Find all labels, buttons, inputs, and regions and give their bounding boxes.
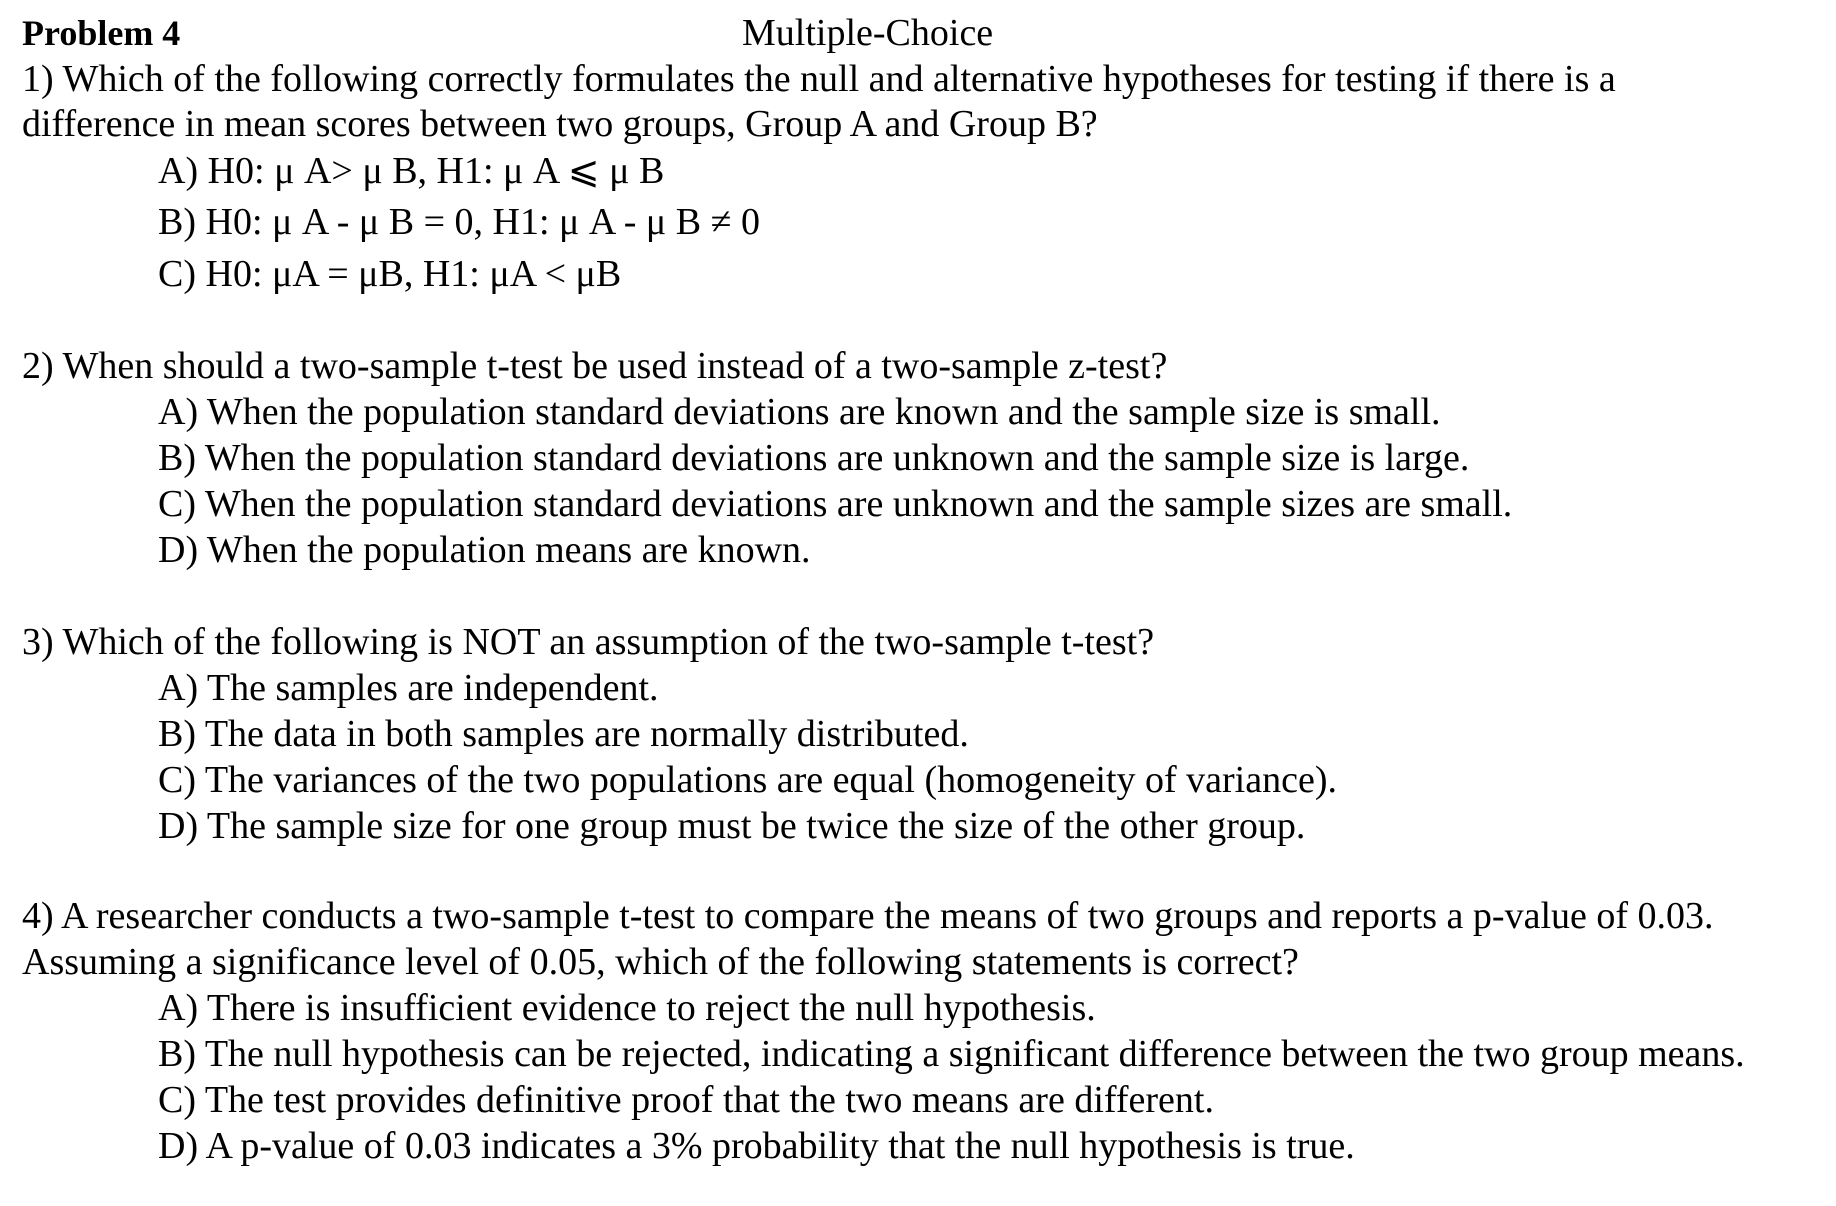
question-2-stem-line-1: 2) When should a two-sample t-test be used instead of a two-sample z-test? <box>22 345 1168 387</box>
problem-title: Problem 4 <box>22 13 181 53</box>
question-3-option-c: C) The variances of the two populations are equal (homogeneity of variance). <box>158 759 1337 801</box>
question-2-option-d: D) When the population means are known. <box>158 529 811 571</box>
question-1-option-b: B) H0: μ A - μ B = 0, H1: μ A - μ B ≠ 0 <box>158 201 760 243</box>
question-2-option-c: C) When the population standard deviations are unknown and the sample sizes are small. <box>158 483 1513 525</box>
question-3-option-d: D) The sample size for one group must be twice the size of the other group. <box>158 805 1306 847</box>
question-3-option-b: B) The data in both samples are normally distributed. <box>158 713 969 755</box>
question-3-option-a: A) The samples are independent. <box>158 667 659 709</box>
question-1-stem-line-2: difference in mean scores between two groups, Group A and Group B? <box>22 103 1098 145</box>
question-4-option-a: A) There is insufficient evidence to reject the null hypothesis. <box>158 987 1096 1029</box>
question-4-stem-line-1: 4) A researcher conducts a two-sample t-test to compare the means of two groups and reports a p-value of 0.03. <box>22 895 1714 937</box>
question-4-option-b: B) The null hypothesis can be rejected, indicating a significant difference between the two group means. <box>158 1033 1745 1075</box>
question-1-stem-line-1: 1) Which of the following correctly formulates the null and alternative hypotheses for testing if there is a <box>22 58 1616 100</box>
question-3-stem-line-1: 3) Which of the following is NOT an assumption of the two-sample t-test? <box>22 621 1155 663</box>
question-2-option-a: A) When the population standard deviations are known and the sample size is small. <box>158 391 1441 433</box>
question-1-option-a: A) H0: μ A> μ B, H1: μ A ⩽ μ B <box>158 150 665 192</box>
question-4-stem-line-2: Assuming a significance level of 0.05, which of the following statements is correct? <box>22 941 1299 983</box>
question-1-option-c: C) H0: μA = μB, H1: μA < μB <box>158 253 622 295</box>
question-4-option-c: C) The test provides definitive proof that the two means are different. <box>158 1079 1214 1121</box>
section-label: Multiple-Choice <box>742 12 994 54</box>
question-2-option-b: B) When the population standard deviations are unknown and the sample size is large. <box>158 437 1470 479</box>
question-4-option-d: D) A p-value of 0.03 indicates a 3% probability that the null hypothesis is true. <box>158 1125 1355 1167</box>
